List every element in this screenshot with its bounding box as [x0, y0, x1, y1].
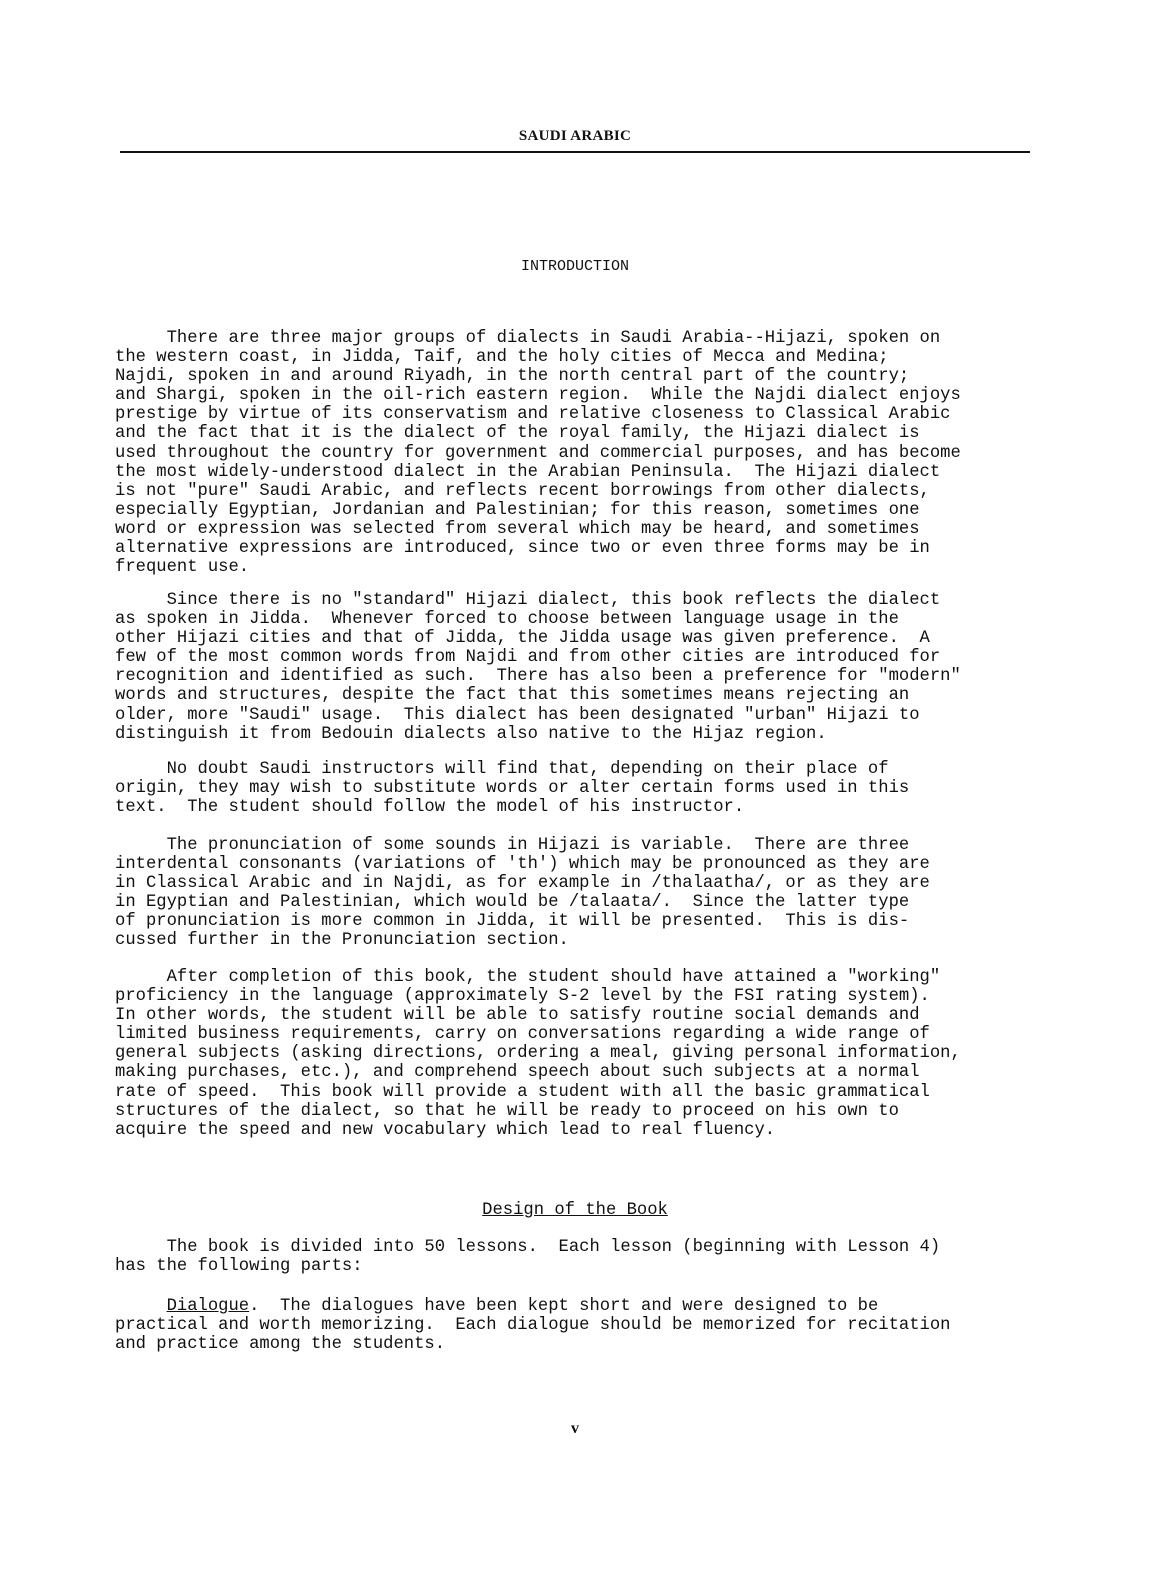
design-section-title-text: Design of the Book	[482, 1201, 668, 1220]
dialogue-term: Dialogue	[166, 1297, 250, 1316]
running-header: SAUDI ARABIC	[518, 128, 632, 144]
design-section-title	[120, 1201, 1030, 1220]
design-intro-paragraph: The book is divided into 50 lessons. Each lesson (beginning with Lesson 4) has the following parts:	[115, 1238, 941, 1277]
dialogue-text-rest: practical and worth memorizing. Each dialogue should be memorized for recitation and practice among the students.	[115, 1316, 951, 1355]
header-rule	[120, 151, 1030, 153]
intro-paragraph-5: After completion of this book, the student should have attained a "working" proficiency in the language (approximately S-2 level by the FSI rating system). In other words, the student will be able to satisfy routine social demands and limited business requirements, carry on conversations regarding a wide range of general subjects (asking directions, ordering a meal, giving personal information, making purchases, etc.), and comprehend speech about such subjects at a normal rate of speed. This book will provide a student with all the basic grammatical structures of the dialect, so that he will be ready to proceed on his own to acquire the speed and new vocabulary which lead to real fluency.	[115, 968, 961, 1140]
page-number: v	[571, 1420, 579, 1437]
dialogue-paragraph	[115, 1297, 1050, 1354]
introduction-title: INTRODUCTION	[520, 258, 630, 275]
dialogue-indent	[115, 1297, 167, 1316]
intro-paragraph-2: Since there is no "standard" Hijazi dialect, this book reflects the dialect as spoken in Jidda. Whenever forced to choose between language usage in the other Hijazi cities and that of Jidda, the Jidda usage was given preference. A few of the most common words from Najdi and from other cities are introduced for recognition and identified as such. There has also been a preference for "modern" words and structures, despite the fact that this sometimes means rejecting an older, more "Saudi" usage. This dialect has been designated "urban" Hijazi to distinguish it from Bedouin dialects also native to the Hijaz region.	[115, 591, 961, 744]
intro-paragraph-1: There are three major groups of dialects in Saudi Arabia--Hijazi, spoken on the western coast, in Jidda, Taif, and the holy cities of Mecca and Medina; Najdi, spoken in and around Riyadh, in the north central part of the country; and Shargi, spoken in the oil-rich eastern region. While the Najdi dialect enjoys prestige by virtue of its conservatism and relative closeness to Classical Arabic and the fact that it is the dialect of the royal family, the Hijazi dialect is used throughout the country for government and commercial purposes, and has become the most widely-understood dialect in the Arabian Peninsula. The Hijazi dialect is not "pure" Saudi Arabic, and reflects recent borrowings from other dialects, especially Egyptian, Jordanian and Palestinian; for this reason, sometimes one word or expression was selected from several which may be heard, and sometimes alternative expressions are introduced, since two or even three forms may be in frequent use.	[115, 329, 961, 578]
intro-paragraph-3: No doubt Saudi instructors will find that, depending on their place of origin, they may wish to substitute words or alter certain forms used in this text. The student should follow the model of his instructor.	[115, 760, 910, 818]
dialogue-text-line1: . The dialogues have been kept short and were designed to be	[249, 1297, 879, 1316]
intro-paragraph-4: The pronunciation of some sounds in Hijazi is variable. There are three interdental consonants (variations of 'th') which may be pronounced as they are in Classical Arabic and in Najdi, as for example in /thalaatha/, or as they are in Egyptian and Palestinian, which would be /talaata/. Since the latter type of pronunciation is more common in Jidda, it will be presented. This is dis- cussed further in the Pronunciation section.	[115, 836, 930, 951]
